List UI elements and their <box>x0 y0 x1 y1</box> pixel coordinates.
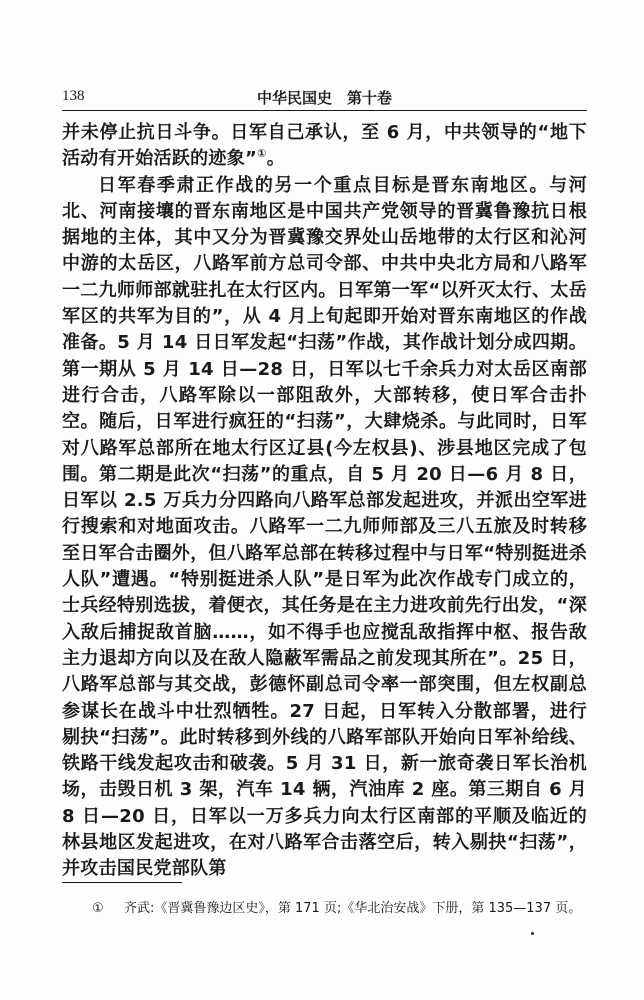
body-text <box>62 120 587 883</box>
footnote-ref[interactable]: ① <box>257 147 267 161</box>
running-title: 中华民国史 第十卷 <box>256 89 392 107</box>
footnote-divider <box>62 882 182 883</box>
paragraph-1-text: 并未停止抗日斗争。日军自己承认，至 6 月，中共领导的“地下活动有开始活跃的迹象” <box>62 122 587 170</box>
footnote-marker: ① <box>92 901 104 916</box>
paragraph-2: 日军春季肃正作战的另一个重点目标是晋东南地区。与河北、河南接壤的晋东南地区是中国共产党领导的晋冀鲁豫抗日根据地的主体，其中又分为晋冀豫交界处山岳地带的太行区和沁河中游的太岳区，八路军前方总司令部、中共中央北方局和八路军一二九师师部就驻扎在太行区内。日军第一军“以歼灭太行、太岳军区的共军为目的”，从 4 月上旬起即开始对晋东南地区的作战准备。5 月 14 日日军发起“扫荡”作战，其作战计划分成四期。第一期从 5 月 14 日—28 日，日军以七千余兵力对太岳区南部进行合击，八路军除以一部阻敌外，大部转移，使日军合击扑空。随后，日军进行疯狂的“扫荡”，大肆烧杀。与此同时，日军对八路军总部所在地太行区辽县(今左权县)、涉县地区完成了包围。第二期是此次“扫荡”的重点，自 5 月 20 日—6 月 8 日，日军以 2.5 万兵力分四路向八路军总部发起进攻，并派出空军进行搜索和对地面攻击。八路军一二九师师部及三八五旅及时转移至日军合击圈外，但八路军总部在转移过程中与日军“特别挺进杀人队”遭遇。“特别挺进杀人队”是日军为此次作战专门成立的，士兵经特别选拔，着便衣，其任务是在主力进攻前先行出发，“深入敌后捕捉敌首脑……，如不得手也应搅乱敌指挥中枢、报告敌主力退却方向以及在敌人隐蔽军需品之前发现其所在”。25 日，八路军总部与其交战，彭德怀副总司令率一部突围，但左权副总参谋长在战斗中壮烈牺牲。27 日起，日军转入分散部署，进行剔抉“扫荡”。此时转移到外线的八路军部队开始向日军补给线、铁路干线发起攻击和破袭。5 月 31 日，新一旅奇袭日军长治机场，击毁日机 3 架，汽车 14 辆，汽油库 2 座。第三期自 6 月 8 日—20 日，日军以一万多兵力向太行区南部的平顺及临近的林县地区发起进攻，在对八路军合击落空后，转入剔抉“扫荡”，并攻击国民党部队第 <box>62 174 587 880</box>
page-number: 138 <box>62 88 85 104</box>
paragraph-1 <box>62 120 587 173</box>
paragraph-1-end: 。 <box>266 148 286 170</box>
scan-speck <box>531 932 534 935</box>
footnote <box>92 900 592 918</box>
page-header <box>62 86 587 111</box>
footnote-text: 齐武:《晋冀鲁豫边区史》，第 171 页;《华北治安战》下册，第 135—137 页。 <box>124 901 582 916</box>
